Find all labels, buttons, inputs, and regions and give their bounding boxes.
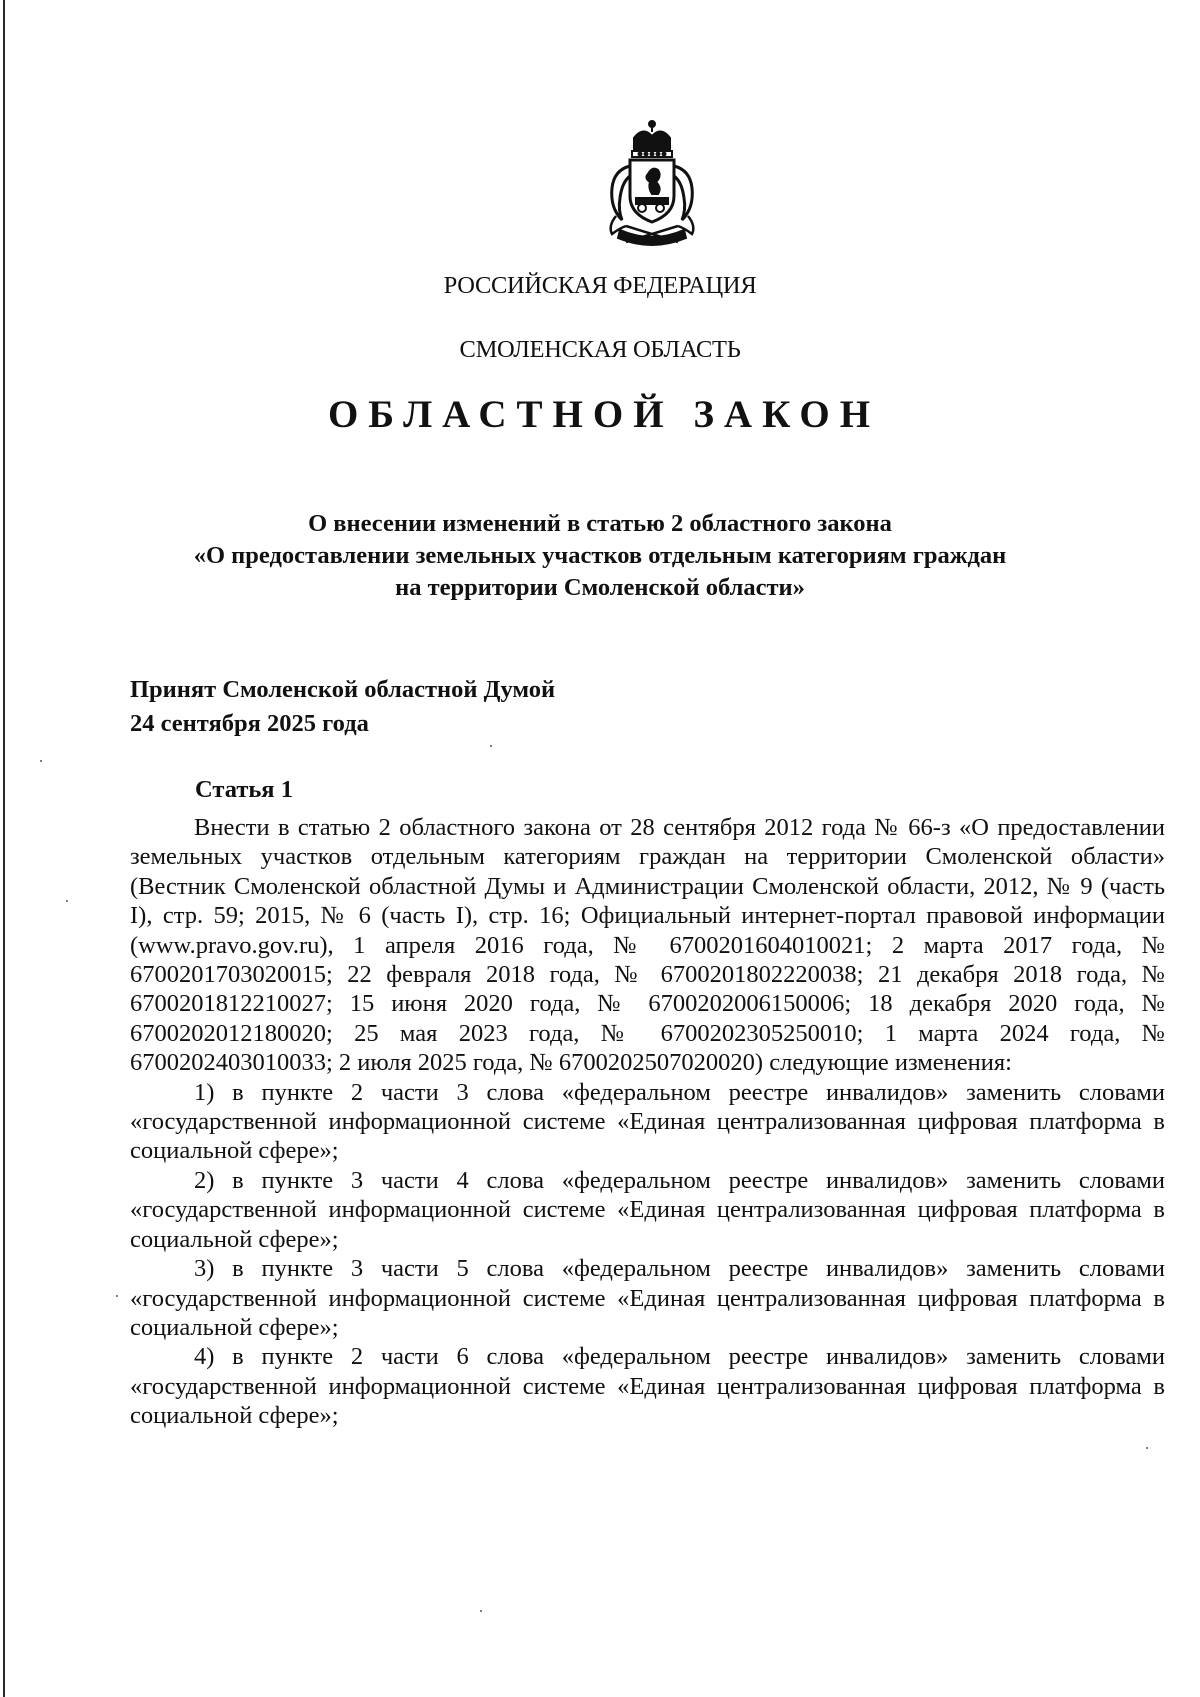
- amendment-item: 1) в пункте 2 части 3 слова «федеральном реестре инвалидов» заменить словами «государственной информационной системе «Единая централизованная цифровая платформа в социальной сфере»;: [130, 1078, 1165, 1165]
- region-name: СМОЛЕНСКАЯ ОБЛАСТЬ: [459, 336, 741, 363]
- scan-speck: [490, 745, 492, 747]
- article-heading: Статья 1: [195, 776, 293, 803]
- scan-speck: [116, 1295, 118, 1297]
- adoption-block: [130, 673, 555, 741]
- scan-speck: [480, 1610, 482, 1612]
- subject-line: О внесении изменений в статью 2 областного закона: [308, 510, 892, 537]
- subject-line: «О предоставлении земельных участков отдельным категориям граждан: [193, 542, 1007, 569]
- article-body: [130, 813, 1165, 1431]
- smolensk-coat-of-arms-icon: [596, 118, 708, 250]
- amendment-item: 3) в пункте 3 части 5 слова «федеральном реестре инвалидов» заменить словами «государственной информационной системе «Единая централизованная цифровая платформа в социальной сфере»;: [130, 1255, 1165, 1341]
- subject-line: на территории Смоленской области»: [395, 574, 805, 601]
- scan-left-edge: [3, 0, 5, 1697]
- law-subject: [0, 508, 1200, 604]
- scan-speck: [40, 760, 42, 762]
- article-paragraph: Внести в статью 2 областного закона от 28 сентября 2012 года № 66-з «О предоставлении земельных участков отдельным категориям граждан на территории Смоленской области» (Вестник Смоленской областной Думы и Администрации Смоленской области, 2012, № 9 (часть I), стр. 59; 2015, № 6 (часть I), стр. 16; Официальный интернет-портал правовой информации (www.pravo.gov.ru), 1 апреля 2016 года, № 6700201604010021; 2 марта 2017 года, № 6700201703020015; 22 февраля 2018 года, № 6700201802220038; 21 декабря 2018 года, № 6700201812210027; 15 июня 2020 года, № 6700202006150006; 18 декабря 2020 года, № 6700202012180020; 25 мая 2023 года, № 6700202305250010; 1 марта 2024 года, № 6700202403010033; 2 июля 2025 года, № 6700202507020020) следующие изменения:: [130, 814, 1165, 1077]
- document-type-title: ОБЛАСТНОЙ ЗАКОН: [327, 393, 881, 436]
- scan-speck: [66, 900, 68, 902]
- adopted-date: 24 сентября 2025 года: [130, 710, 369, 737]
- amendment-item: 4) в пункте 2 части 6 слова «федеральном реестре инвалидов» заменить словами «государственной информационной системе «Единая централизованная цифровая платформа в социальной сфере»;: [130, 1343, 1165, 1430]
- amendment-item: 2) в пункте 3 части 4 слова «федеральном реестре инвалидов» заменить словами «государственной информационной системе «Единая централизованная цифровая платформа в социальной сфере»;: [130, 1166, 1165, 1253]
- scan-speck: [1146, 1447, 1148, 1449]
- adopted-by: Принят Смоленской областной Думой: [130, 676, 556, 703]
- country-name: РОССИЙСКАЯ ФЕДЕРАЦИЯ: [443, 272, 757, 299]
